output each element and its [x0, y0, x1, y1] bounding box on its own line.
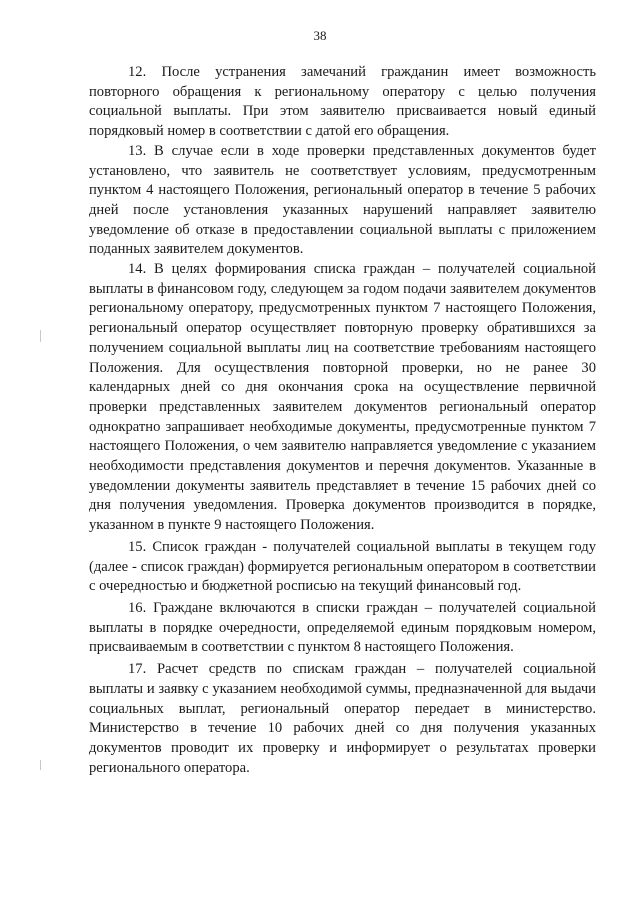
- margin-mark: [40, 330, 41, 342]
- paragraph-16: 16. Граждане включаются в списки граждан – получателей социальной выплаты в порядке очередности, определяемой единым порядковым номером, присваиваемым в соответствии с пунктом 8 настоящего Положения.: [89, 599, 596, 656]
- margin-mark: [40, 760, 41, 770]
- paragraph-14: 14. В целях формирования списка граждан – получателей социальной выплаты в финансовом году, следующем за годом подачи заявителем документов региональному оператору, предусмотренных пунктом 7 настоящего Положения, региональный оператор осуществляет повторную проверку обратившихся за получением социальной выплаты лиц на соответствие требованиям настоящего Положения. Для осуществления повторной проверки, но не ранее 30 календарных дней со дня окончания срока на осуществление первичной проверки представленных заявителем документов региональный оператор однократно запрашивает необходимые документы, предусмотренные пунктом 7 настоящего Положения, о чем заявителю направляется уведомление с указанием необходимости представления документов и перечня документов. Указанные в уведомлении документы заявитель представляет в течение 15 рабочих дней со дня получения уведомления. Проверка документов производится в порядке, указанном в пункте 9 настоящего Положения.: [89, 261, 596, 534]
- paragraph-12: 12. После устранения замечаний гражданин имеет возможность повторного обращения к региональному оператору с целью получения социальной выплаты. При этом заявителю присваивается новый единый порядковый номер в соответствии с датой его обращения.: [89, 64, 596, 140]
- paragraph-17: 17. Расчет средств по спискам граждан – получателей социальной выплаты и заявку с указанием необходимой суммы, предназначенной для выдачи социальных выплат, региональный оператор передает в министерство. Министерство в течение 10 рабочих дней со дня получения указанных документов проводит их проверку и информирует о результатах проверки регионального оператора.: [89, 661, 596, 776]
- page-number: 38: [313, 28, 327, 43]
- paragraph-15: 15. Список граждан - получателей социальной выплаты в текущем году (далее - список граждан) формируется региональным оператором в соответствии с очередностью и бюджетной росписью на текущий финансовый год.: [89, 538, 596, 595]
- paragraph-13: 13. В случае если в ходе проверки представленных документов будет установлено, что заявитель не соответствует условиям, предусмотренным пунктом 4 настоящего Положения, региональный оператор в течение 5 рабочих дней после установления указанных нарушений направляет заявителю уведомление об отказе в предоставлении социальной выплаты с приложением поданных заявителем документов.: [89, 142, 596, 258]
- document-body: [89, 63, 596, 778]
